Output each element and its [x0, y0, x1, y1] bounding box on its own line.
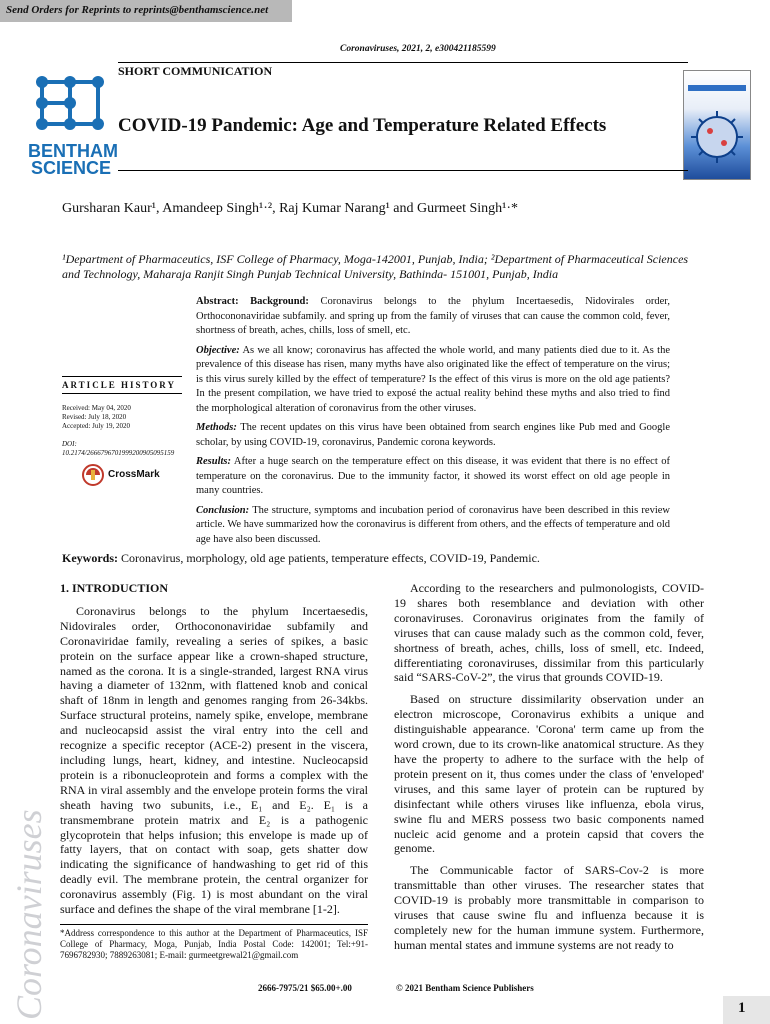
- article-history: [62, 404, 192, 431]
- article-title: COVID-19 Pandemic: Age and Temperature Related Effects: [118, 115, 607, 136]
- abstract: [196, 295, 670, 552]
- molecule-icon: [28, 72, 112, 138]
- received-date: Received: May 04, 2020: [62, 404, 131, 412]
- right-paragraph-1: According to the researchers and pulmonologists, COVID-19 shares both resemblance and deviation with other coronaviruses. Coronavirus originates from the family of viruses that can cause malady such as the common cold, fever, shortness of breath, aches, chills, loss of smell, etc. Indeed, differentiating coronaviruses, dissimilar from this particularly said “SARS-CoV-2”, the virus that grounds COVID-19.: [394, 581, 704, 685]
- bentham-logo: [28, 72, 118, 178]
- page-number: 1: [738, 1000, 746, 1016]
- article-history-label: ARTICLE HISTORY: [62, 376, 182, 394]
- journal-reference: Coronaviruses, 2021, 2, e300421185599: [340, 44, 496, 54]
- keywords-text: Coronavirus, morphology, old age patients, temperature effects, COVID-19, Pandemic.: [118, 551, 540, 565]
- revised-date: Revised: July 18, 2020: [62, 413, 127, 421]
- abstract-objective-label: Objective:: [196, 344, 240, 356]
- affiliations: ¹Department of Pharmaceutics, ISF College of Pharmacy, Moga-142001, Punjab, India; ²Department of Pharmaceutical Sciences and Technology, Maharaja Ranjit Singh Punjab Technical University, Bathinda- 151001, Punjab, India: [62, 252, 689, 281]
- keywords: [62, 551, 702, 566]
- correspondence-footnote: *Address correspondence to this author at the Department of Pharmaceutics, ISF College of Pharmacy, Moga, Punjab, India Postal Code: 142001; Tel:+91-7696782930; 7889263081; E-mail: gurmeetgrewal21@gmail.com: [60, 924, 368, 961]
- logo-line-1: BENTHAM: [28, 141, 118, 161]
- intro-paragraph-1: Coronavirus belongs to the phylum Incertaesedis, Nidovirales order, Orthocononaviridae subfamily and Coronaviridae family, revealing a series of spikes, a basic protein on the surface appear like a crown-shaped structure, named as the corona. It is a single-stranded, largest RNA virus having a diameter of 132nm, with flattened knob and conical shaft of 18nm in length and genomes ranging from 26-34kbs. Surface structural proteins, namely spike, envelope, membrane and nucleocapsid assist the viral entry into the cell and recognize a specific receptor (ACE-2) present in the viscera, including lungs, heart, kidney, and intestine. Nucleocapsid protein is a ribonucleoprotein and forms a complex with the RNA in viral assembly and the envelope protein forms the viral sheath having two subunits, i.e., E₁ and E₂. E₁ is a transmembrane protein matrix and E₂ is a pathogenic glycoprotein that helps infusion; this envelope is made up of fatty layers, that on contact with soap, gets shatter dow indicating the significance of handwashing to get rid of this deadly evil. The membrane protein, the central organizer for coronavirus assembly (Fig. 1) is most abundant on the viral surface and defines the shape of the viral membrane [1-2].: [60, 603, 368, 917]
- author-list: Gursharan Kaur¹, Amandeep Singh¹·², Raj Kumar Narang¹ and Gurmeet Singh¹·*: [62, 201, 519, 216]
- abstract-conclusion: The structure, symptoms and incubation period of coronavirus have been described in this review article. We have summarized how the coronavirus is different from others, and the effects of temperature and old age have also been discussed.: [196, 504, 670, 545]
- issn-price: 2666-7975/21 $65.00+.00: [258, 983, 352, 993]
- abstract-results-label: Results:: [196, 456, 232, 467]
- body-left-column: [60, 581, 368, 924]
- abstract-conclusion-label: Conclusion:: [196, 504, 250, 516]
- accepted-date: Accepted: July 19, 2020: [62, 422, 131, 430]
- crossmark-icon: [82, 464, 104, 486]
- logo-line-2: SCIENCE: [30, 158, 111, 178]
- watermark-text: Coronaviruses: [9, 809, 49, 1020]
- abstract-objective: As we all know; coronavirus has affected the whole world, and many patients died due to it. As the prevalence of this disease has risen, many myths have also originated like the effect of temperature on the virus; is this virus surely killed by the effect of temperature? Is the effect of this virus is more on the old age patients? In the present compilation, we have tried to exposé the actual reality behind these myths and also tried to find the morphological alteration of coronavirus from the other viruses.: [196, 344, 670, 414]
- abstract-methods-label: Methods:: [196, 422, 237, 433]
- virus-illustration-icon: [684, 71, 750, 179]
- abstract-background-label: Abstract: Background:: [196, 296, 309, 307]
- doi-link[interactable]: 10.2174/2666796701999200905095159: [62, 449, 175, 457]
- section-label: SHORT COMMUNICATION: [118, 62, 688, 79]
- crossmark-badge[interactable]: [82, 464, 172, 486]
- doi-label: DOI:: [62, 440, 77, 448]
- page-number-box: [723, 996, 770, 1024]
- abstract-methods: The recent updates on this virus have been obtained from search engines like Pub med and Google scholar, by using COVID-19, coronavirus, Pandemic corona keywords.: [196, 422, 670, 448]
- introduction-heading: 1. INTRODUCTION: [60, 581, 169, 595]
- abstract-background: Coronavirus belongs to the phylum Incertaesedis, Nidovirales order, Orthocononaviridae subfamily. and spring up from the family of viruses that can cause the common cold, fever, shortness of breath, aches, chills, loss of smell, etc.: [196, 296, 670, 336]
- abstract-results: After a huge search on the temperature effect on this disease, it was evident that there is no effect of temperature on the coronavirus. Due to the immunity factor, it showed its worst effect on old age people in many countries.: [196, 456, 670, 496]
- keywords-label: Keywords:: [62, 551, 118, 565]
- journal-cover-image: [683, 70, 751, 180]
- right-paragraph-3: The Communicable factor of SARS-Cov-2 is more transmittable than other viruses. The researcher states that COVID-19 is probably more transmittable in comparison to viruses that cause swine flu and influenza because it is completely new for the human immune system. Furthermore, human mental states and immune systems are not ready to: [394, 863, 704, 952]
- doi-block: [62, 440, 192, 458]
- journal-watermark: [0, 780, 68, 1020]
- reprints-bar: [0, 0, 292, 22]
- copyright: © 2021 Bentham Science Publishers: [396, 983, 534, 993]
- body-right-column: [394, 581, 704, 960]
- right-paragraph-2: Based on structure dissimilarity observation under an electron microscope, Coronavirus exhibits a unique and distinguishable appearance. 'Corona' term came up from the word crown, due to its crown-like anatomical structure. As they have the property to adhere to the surface with the help of protein present on it, thus comes under the class of 'enveloped' viruses, and this same layer of protein can be ruptured by disinfectant while others viruses like influenza, ebola virus, swine flu and MERS possess two basic components named nucleic acid genome and a protein capsid that covers the genome.: [394, 692, 704, 856]
- reprints-text: Send Orders for Reprints to reprints@benthamscience.net: [6, 4, 269, 16]
- title-divider: [118, 170, 688, 171]
- crossmark-label: CrossMark: [108, 469, 160, 480]
